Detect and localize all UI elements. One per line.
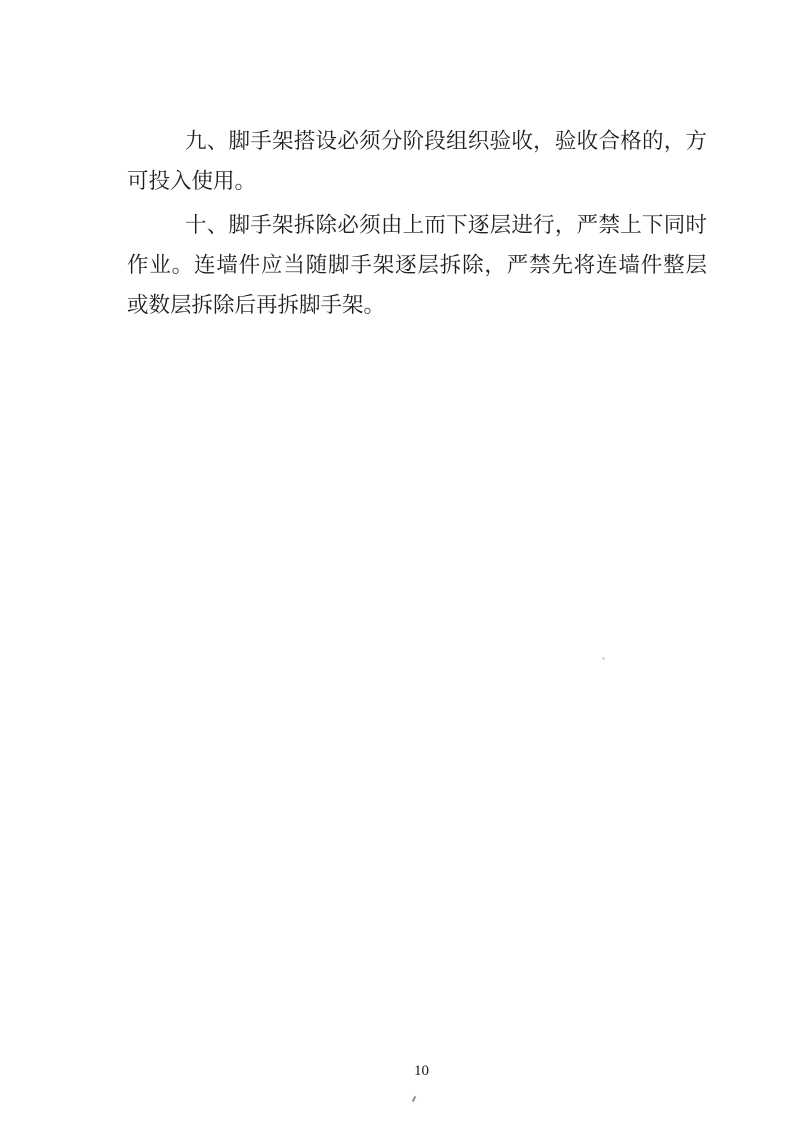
text-line: 作业。连墙件应当随脚手架逐层拆除，严禁先将连墙件整层 <box>127 253 707 277</box>
scan-artifact <box>412 1096 416 1102</box>
text-line: 或数层拆除后再拆脚手架。 <box>127 293 386 317</box>
paragraph-item-9 <box>127 121 707 201</box>
scan-artifact <box>602 657 605 660</box>
paragraph-item-10 <box>127 205 707 325</box>
page-number: 10 <box>414 1063 429 1079</box>
text-line: 九、脚手架搭设必须分阶段组织验收，验收合格的，方 <box>185 129 707 153</box>
page-footer <box>0 1062 803 1080</box>
text-line: 可投入使用。 <box>127 169 257 193</box>
body-text <box>127 121 707 325</box>
text-line: 十、脚手架拆除必须由上而下逐层进行，严禁上下同时 <box>185 213 707 237</box>
